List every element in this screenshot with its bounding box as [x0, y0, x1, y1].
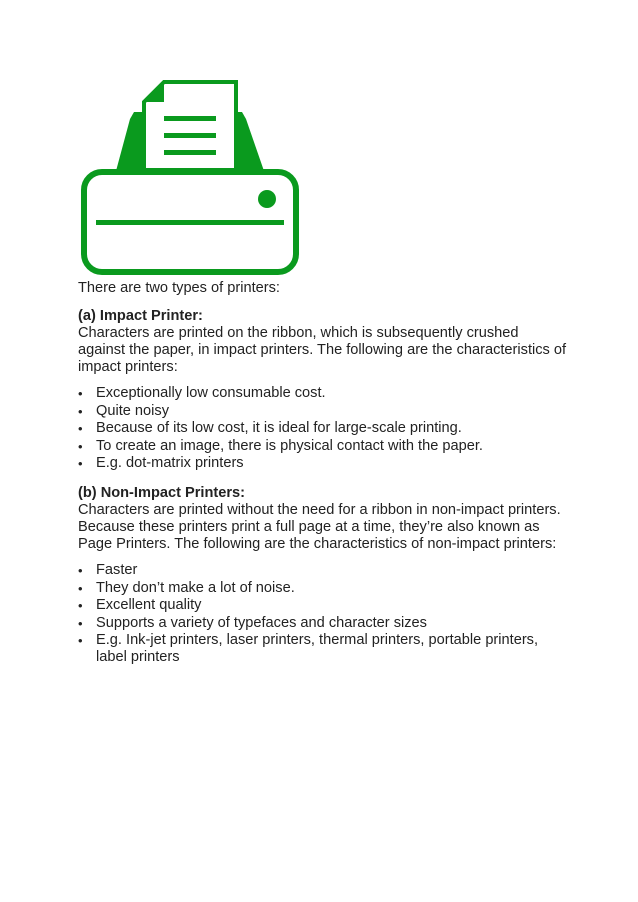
bullet-icon: •: [78, 403, 83, 419]
list-item: [78, 403, 568, 420]
section-heading: (b) Non-Impact Printers:: [78, 485, 246, 501]
bullet-icon: •: [78, 438, 83, 454]
list-item: [78, 385, 568, 402]
list-item: [78, 597, 568, 614]
list-item: [78, 632, 568, 666]
list-item: [78, 455, 568, 472]
bullet-icon: •: [78, 580, 83, 596]
bullet-icon: •: [78, 386, 83, 401]
bullet-icon: •: [78, 456, 83, 471]
bullet-icon: •: [78, 421, 83, 436]
list-item: [78, 420, 568, 437]
bullet-icon: •: [78, 615, 83, 631]
bullet-icon: •: [78, 563, 83, 578]
list-item-text: Excellent quality: [96, 597, 202, 613]
bullet-list: [78, 562, 568, 666]
non-impact-printer-section: [78, 485, 568, 666]
list-item: [78, 580, 568, 597]
bullet-icon: •: [78, 633, 83, 648]
document-page: [78, 78, 568, 679]
impact-printer-section: [78, 308, 568, 472]
section-heading: (a) Impact Printer:: [78, 308, 203, 324]
list-item-text: E.g. Ink-jet printers, laser printers, thermal printers, portable printers, label printers: [96, 632, 539, 665]
section-description: Characters are printed on the ribbon, which is subsequently crushed against the paper, in impact printers. The following are the characteristics of impact printers:: [78, 325, 567, 375]
list-item-text: E.g. dot-matrix printers: [96, 455, 244, 471]
list-item: [78, 438, 568, 455]
list-item: [78, 615, 568, 632]
list-item-text: Exceptionally low consumable cost.: [96, 385, 326, 401]
bullet-list: [78, 385, 568, 472]
list-item: [78, 562, 568, 579]
list-item-text: Faster: [96, 562, 138, 578]
list-item-text: Supports a variety of typefaces and character sizes: [96, 614, 427, 631]
bullet-icon: •: [78, 598, 83, 613]
list-item-text: To create an image, there is physical contact with the paper.: [96, 437, 483, 454]
list-item-text: Quite noisy: [96, 402, 170, 419]
printer-icon: [80, 78, 300, 276]
list-item-text: Because of its low cost, it is ideal for large-scale printing.: [96, 420, 462, 436]
list-item-text: They don’t make a lot of noise.: [96, 579, 295, 596]
intro-text: There are two types of printers:: [78, 280, 280, 296]
section-description: Characters are printed without the need for a ribbon in non-impact printers. Because these printers print a full page at a time, they’re also known as Page Printers. The following are the characteristics of non-impact printers:: [78, 502, 561, 552]
